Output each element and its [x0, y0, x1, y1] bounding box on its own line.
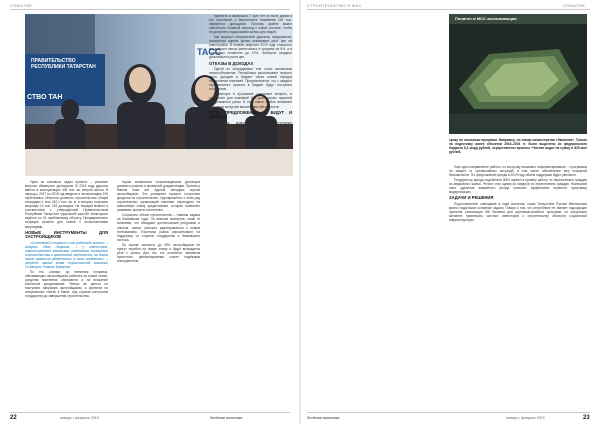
- banner-side: СТВО ТАН: [27, 94, 63, 101]
- body-paragraph: Подготовленное совещание в ходе коллегии, глава Татарстана Рустам Минниханов кратко подытожил основные задачи. Говоря о том, что республике не хватает подходящих проектов реализации ЖК баланса для крупномасштабных программ, он предложил активнее привлекать частных инвесторов к строительству объектов социальной инфраструктуры.: [449, 201, 587, 223]
- section-label: СОБЫТИЕ: [10, 3, 33, 8]
- body-paragraph: По его словам, до внесения поправок, обязывающих застройщиков работать по новой схеме, средства населения облагаются и на вложение ипотечное кредитование. Теперь же деньги не поступают напрямую застройщикам, а хранятся на специальных счетах в банке, под строгим контролем государства до завершения строительства.: [25, 270, 108, 299]
- left-column-3: [209, 14, 292, 406]
- footer-divider: [10, 412, 290, 413]
- section-label-right: СОБЫТИЕ: [563, 3, 586, 8]
- right-page: [301, 0, 600, 424]
- header-divider: [307, 9, 590, 10]
- left-page: [0, 0, 299, 424]
- right-column-2: [449, 165, 587, 405]
- photo-caption: сроку по несколько программ. Например, по линии министерства «Экология». Только на подготовку ранее объектов 2016–2024 гг. было выделено из федерального бюджета 8,2 млрд рублей, осуществлены проекты «Чистая вода» на сумму в 825 млн рублей.: [449, 138, 587, 154]
- body-paragraph: торам заниматься сопровождением договоров долевого участия и проверкой документации. Причем у банков пока нет единой методики оценки застройщиков. Это усложняет процесс получения кредитов на строительство. Одновременно с этим ряд строительных организаций начинает переходить на смешанную схему кредитования, которая позволяет развивать проекты постепенно.: [117, 180, 200, 213]
- body-paragraph: Гендиректор фонда содействия ЖКХ привел в пример работу по переселению граждан из аварийного жилья. Регион стал одним из лидеров по переселению граждан. Нынешний опыт удаления аварийного фонда позволит эффективно провести программу модернизации.: [449, 178, 587, 195]
- left-column-2: [117, 180, 200, 405]
- heading-refusals: ОТКАЗЫ В ДОХОДАХ: [209, 60, 254, 66]
- quote-paragraph: «Системный в отрасли «что работать можно», – говорит Иван Гавриков, – у инвесторов, инвестиционные механизмы ипотечного жилищного строительства и финансовой готовности, на новом этапе развития уверенности в своих вложениях», – уверенно заявил глава строительной компании «Сайкорт» Рафиль Бикмулин.: [25, 240, 108, 270]
- banner-line-1: ПРАВИТЕЛЬСТВО: [31, 58, 76, 64]
- photo-illustration: [449, 14, 587, 134]
- body-paragraph: Одной из обсуждаемых тем стали механизмы налогообложения. Республика рассчитывает вернуть часть доходов в бюджет через новый порядок поступления платежей. Предполагается, что с каждого строительного проекта в бюджет будут поступать отчисления.: [209, 67, 292, 92]
- body-paragraph: Значимым моментом стало выступление генерального директора фонда содействия ЖКХ Константина Цицина. Он высказался в поддержку введения новых стандартов для отрасли, а также об усилении контроля за расходованием средств.: [209, 120, 292, 141]
- footer-brand: Зелёная политика: [210, 416, 243, 420]
- body-paragraph: Как выразил генеральный директор предприятия, экспертная оценка рынка показывает рост цен на новостройки. В первом квартале 2019 года стоимость квадратного метра увеличилась в среднем на 6%, а в отдельных сегментах до 10%. Эксперты ожидают дальнейшего роста цен.: [209, 35, 292, 60]
- body-paragraph: Сохранить объем строительства – главная задача на ближайшие годы. По мнению экспертов, лишь те компании, что обладают достаточными ресурсами и опытом, смогут успешно адаптироваться к новым требованиям. Участники рынка рассчитывают на поддержку со стороны государства и банковского сектора.: [117, 213, 200, 242]
- footer-issue: январь • февраль 2019: [60, 416, 99, 420]
- header-divider: [10, 9, 290, 10]
- page-number: 22: [10, 415, 17, 421]
- body-paragraph: принести в замерзших 7 мин лет по воле домов в его поселений, к вероятности появления 140 тыс. обманутых дольщиков. Поэтому крайне важно обеспечить плавный переход к новой системе, чтобы не допустить подорожания жилья для людей.: [209, 14, 292, 35]
- body-paragraph: Инвесторы в программе сохраняют интерес, в результате для компаний без достаточных гарантий продолжаются риски. В этой связи особое внимание уделяется контролю выполнения обязательств.: [209, 92, 292, 109]
- body-paragraph: По оценке эксперта, до 35% застройщиков не смогут перейти на новую схему и будут вынуждены уйти с рынка. Для тех, кто останется, механизм проектного финансирования станет надёжным инструментом.: [117, 242, 200, 263]
- left-column-1: [25, 180, 108, 405]
- section-label: СТРОИТЕЛЬСТВО И ЖКХ: [307, 3, 362, 8]
- intro-paragraph: Одна из основных задач проекта – решение вопроса обманутых дольщиков. В 2018 году удалось ввести в эксплуатацию 436 тыс. кв. метров жилья. В период с 2017 по 2018 год введено в эксплуатацию 190 проблемных объектов долевого строительства общей площадью 1 млн 242,1 тыс. кв. м, в которых получили квартиры 14 тыс. 162 дольщика. На текущий момент в соответствии с утверждённой Правительством Республики Татарстан «дорожной картой» мониторинг ведётся по 31 проблемному объекту. Предварительно ситуация решена для семей с неоконченными квартирами.: [25, 180, 108, 229]
- landfill-photo: [449, 14, 587, 134]
- footer-brand: Зелёная политика: [307, 416, 340, 420]
- page-number: 23: [583, 415, 590, 421]
- footer-divider: [307, 412, 590, 413]
- photo-caption-block: [449, 138, 587, 163]
- body-paragraph: Еще одно направление работы, по которому возможно софинансирование, – программы по защите от чрезвычайных ситуаций, в том числе обеспечение мер пожарной безопасности. По предложению фонда в 2019 году объём поддержки будет увеличен.: [449, 165, 587, 178]
- heading-proposals: ЕСТЬ ПРЕДЛОЖЕНИЯ – БУДУТ И ДЕНЬГИ: [209, 109, 292, 120]
- footer-issue: январь • февраль 2019: [506, 416, 545, 420]
- photo-label: Полигон ж МСС экоткомпакция: [455, 16, 517, 21]
- heading-new-instruments: НОВЫЕ ИНСТРУМЕНТЫ ДЛЯ ЗАСТРОЙЩИКОВ: [25, 229, 108, 240]
- heading-tasks: ЗАДАЧИ И РЕШЕНИЯ: [449, 195, 494, 201]
- tass-logo: ТАСС: [197, 47, 222, 57]
- banner-line-2: РЕСПУБЛИКИ ТАТАРСТАН: [31, 64, 96, 70]
